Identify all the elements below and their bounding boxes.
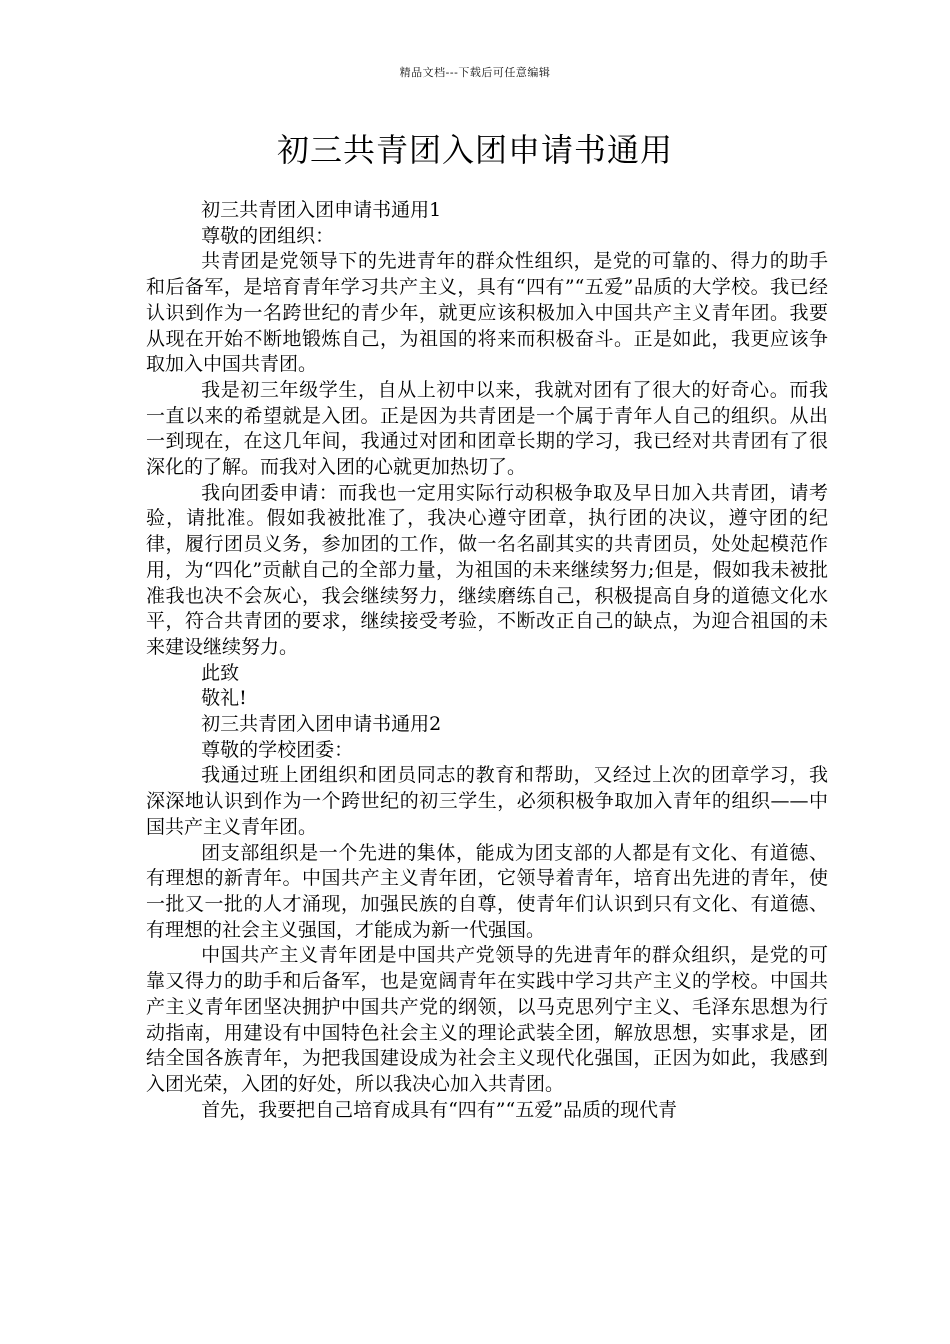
closing-line: 敬礼! [201, 687, 247, 710]
paragraph: 我向团委申请：而我也一定用实际行动积极争取及早日加入共青团，请考验，请批准。假如我被批准了，我决心遵守团章，执行团的决议，遵守团的纪律，履行团员义务，参加团的工作，做一名名副其实的共青团员，处处起模范作用，为“四化”贡献自己的全部力量，为祖国的未来继续努力;但是，假如我未被批准我也决不会灰心，我会继续努力，继续磨练自己，积极提高自身的道德文化水平，符合共青团的要求，继续接受考验，不断改正自己的缺点，为迎合祖国的未来建设继续努力。 [146, 481, 828, 658]
closing-line: 此致 [201, 661, 240, 684]
paragraph: 我通过班上团组织和团员同志的教育和帮助，又经过上次的团章学习，我深深地认识到作为一个跨世纪的初三学生，必须积极争取加入青年的组织——中国共产主义青年团。 [146, 764, 828, 838]
document-title: 初三共青团入团申请书通用 [276, 131, 673, 169]
paragraph: 共青团是党领导下的先进青年的群众性组织，是党的可靠的、得力的助手和后备军，是培育青年学习共产主义，具有“四有”“五爱”品质的大学校。我已经认识到作为一名跨世纪的青少年，就更应该积极加入中国共产主义青年团。我要从现在开始不断地锻炼自己，为祖国的将来而积极奋斗。正是如此，我更应该争取加入中国共青团。 [146, 250, 828, 376]
section-heading-1: 初三共青团入团申请书通用1 [201, 199, 442, 221]
salutation-2: 尊敬的学校团委： [201, 738, 354, 761]
paragraph: 我是初三年级学生，自从上初中以来，我就对团有了很大的好奇心。而我一直以来的希望就是入团。正是因为共青团是一个属于青年人自己的组织。从出一到现在，在这几年间，我通过对团和团章长期的学习，我已经对共青团有了很深化的了解。而我对入团的心就更加热切了。 [146, 378, 828, 479]
document-body [146, 198, 828, 1123]
salutation-1: 尊敬的团组织： [201, 224, 335, 247]
paragraph: 中国共产主义青年团是中国共产党领导的先进青年的群众组织，是党的可靠又得力的助手和后备军，也是宽阔青年在实践中学习共产主义的学校。中国共产主义青年团坚决拥护中国共产党的纲领，以马克思列宁主义、毛泽东思想为行动指南，用建设有中国特色社会主义的理论武装全团，解放思想，实事求是，团结全国各族青年，为把我国建设成为社会主义现代化强国，正因为如此，我感到入团光荣，入团的好处，所以我决心加入共青团。 [146, 944, 828, 1095]
paragraph: 首先，我要把自己培育成具有“四有”“五爱”品质的现代青 [201, 1098, 677, 1121]
page-header: 精品文档---下载后可任意编辑 [399, 66, 551, 79]
paragraph: 团支部组织是一个先进的集体，能成为团支部的人都是有文化、有道德、有理想的新青年。中国共产主义青年团，它领导着青年，培育出先进的青年，使一批又一批的人才涌现，加强民族的自尊，使青年们认识到只有文化、有道德、有理想的社会主义强国，才能成为新一代强国。 [146, 841, 828, 941]
section-heading-2: 初三共青团入团申请书通用2 [201, 713, 442, 736]
